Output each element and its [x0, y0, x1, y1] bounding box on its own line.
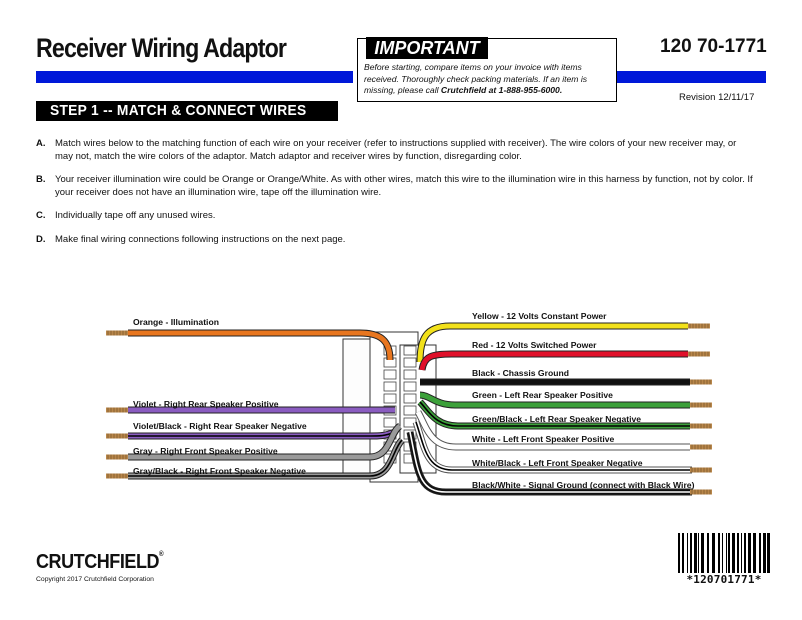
important-phone: Crutchfield at 1-888-955-6000. [440, 85, 563, 95]
barcode-bar [712, 533, 715, 573]
barcode-bar [718, 533, 720, 573]
instruction-text: Your receiver illumination wire could be Orange or Orange/White. As with other wires, match this wire to the illumination wire in this harness by function, not by color. If your receiver does not have an illumination wire, tape off the illumination wire. [55, 174, 753, 198]
crutchfield-logo [36, 551, 163, 574]
wire-label: Black/White - Signal Ground (connect with Black Wire) [472, 480, 695, 490]
instruction-letter: C. [36, 210, 46, 221]
copyright-text: Copyright 2017 Crutchfield Corporation [36, 576, 154, 583]
instruction-text: Match wires below to the matching function of each wire on your receiver (refer to instructions supplied with receiver). The wire colors of your new receiver may, or may not, match the wire colors of the adaptor. Match adaptor and receiver wires by function, disregarding color. [55, 138, 737, 162]
barcode-bar [707, 533, 709, 573]
wire-label: White - Left Front Speaker Positive [472, 434, 615, 444]
important-title: IMPORTANT [366, 37, 488, 59]
wire-label: Red - 12 Volts Switched Power [472, 340, 597, 350]
wire-label: Gray - Right Front Speaker Positive [133, 446, 278, 456]
barcode-bar [682, 533, 684, 573]
barcode-bar [726, 533, 727, 573]
barcode-bar [678, 533, 680, 573]
instruction-text: Make final wiring connections following instructions on the next page. [55, 234, 346, 245]
barcode-bar [753, 533, 756, 573]
revision-date: Revision 12/11/17 [679, 92, 755, 103]
barcode-bar [694, 533, 697, 573]
barcode-bar [732, 533, 735, 573]
document-title: Receiver Wiring Adaptor [36, 33, 287, 63]
wire-label: White/Black - Left Front Speaker Negative [472, 458, 643, 468]
barcode-bar [748, 533, 751, 573]
important-text-plain: Before starting, compare items on your invoice with items received. Thoroughly check packing materials. If an item is missing, please call [364, 62, 588, 95]
instruction-letter: B. [36, 174, 46, 185]
barcode-bar [759, 533, 761, 573]
wire-label: Black - Chassis Ground [472, 368, 569, 378]
instruction-letter: A. [36, 138, 46, 149]
wire-label: Green - Left Rear Speaker Positive [472, 390, 613, 400]
barcode-bar [737, 533, 739, 573]
barcode-bar [701, 533, 704, 573]
wire-label: Violet/Black - Right Rear Speaker Negative [133, 421, 307, 431]
part-number: 120 70-1771 [660, 36, 767, 57]
barcode-bar [763, 533, 766, 573]
barcode-bar [698, 533, 699, 573]
barcode-bar [690, 533, 692, 573]
wire-label: Orange - Illumination [133, 317, 219, 327]
barcode-bar [767, 533, 770, 573]
instruction-text: Individually tape off any unused wires. [55, 210, 216, 221]
barcode-bar [722, 533, 723, 573]
registered-mark: ® [159, 551, 164, 558]
barcode-bar [744, 533, 746, 573]
wire-label: Violet - Right Rear Speaker Positive [133, 399, 279, 409]
wire-label: Yellow - 12 Volts Constant Power [472, 311, 607, 321]
barcode-bar [687, 533, 688, 573]
step-label: STEP 1 -- MATCH & CONNECT WIRES [50, 102, 307, 119]
barcode-text: *120701771* [686, 573, 762, 586]
logo-text: CRUTCHFIELD [36, 551, 160, 573]
barcode [678, 533, 770, 573]
wire-label: Gray/Black - Right Front Speaker Negative [133, 466, 306, 476]
barcode-bar [741, 533, 742, 573]
barcode-bar [728, 533, 730, 573]
wire-label: Green/Black - Left Rear Speaker Negative [472, 414, 642, 424]
instruction-letter: D. [36, 234, 46, 245]
